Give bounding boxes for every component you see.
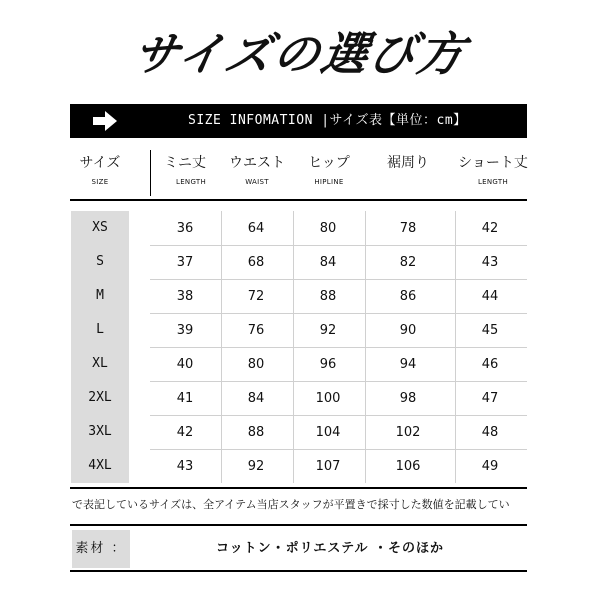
header-waist-en: WAIST (245, 178, 269, 186)
header-hip-en: HIPLINE (314, 178, 344, 186)
table-cell: 82 (399, 255, 417, 270)
measurement-note: で表記しているサイズは、全アイテム当店スタッフが平置きで採寸した数値を記載してい (72, 498, 510, 511)
header-short-length (452, 150, 534, 196)
header-hip (294, 150, 364, 196)
size-label: 3XL (88, 424, 112, 439)
right-arrow-icon (92, 110, 118, 132)
size-label: XL (92, 356, 108, 371)
header-rule (70, 199, 527, 201)
header-mini-length (150, 150, 220, 196)
material-label: 素材 ： (72, 530, 130, 568)
table-cell: 64 (247, 221, 265, 236)
table-cell: 38 (176, 289, 194, 304)
material-bottom-rule (70, 570, 527, 572)
table-cell: 94 (399, 357, 417, 372)
table-cell: 86 (399, 289, 417, 304)
table-cell: 88 (319, 289, 337, 304)
grid-horizontal-line (150, 313, 527, 314)
table-cell: 45 (481, 323, 499, 338)
table-cell: 104 (315, 425, 341, 440)
table-cell: 41 (176, 391, 194, 406)
table-cell: 98 (399, 391, 417, 406)
table-cell: 76 (247, 323, 265, 338)
table-cell: 47 (481, 391, 499, 406)
table-cell: 68 (247, 255, 265, 270)
table-cell: 43 (481, 255, 499, 270)
table-header (70, 150, 530, 198)
page-title: サイズの選び方 (128, 27, 471, 81)
table-cell: 48 (481, 425, 499, 440)
material-top-rule (70, 524, 527, 526)
grid-horizontal-line (150, 279, 527, 280)
header-short-length-jp: ショート丈 (458, 155, 528, 171)
size-column-background (71, 211, 129, 483)
header-short-length-en: LENGTH (477, 178, 509, 186)
header-mini-length-en: LENGTH (176, 178, 207, 186)
table-cell: 49 (481, 459, 499, 474)
table-cell: 92 (319, 323, 337, 338)
table-cell: 84 (247, 391, 265, 406)
table-cell: 44 (481, 289, 499, 304)
table-cell: 88 (247, 425, 265, 440)
size-info-banner (70, 104, 527, 138)
header-hip-jp: ヒップ (308, 155, 350, 171)
grid-horizontal-line (150, 245, 527, 246)
table-cell: 40 (176, 357, 194, 372)
size-label: XS (92, 220, 108, 235)
header-size-en: SIZE (91, 178, 109, 186)
table-cell: 107 (315, 459, 341, 474)
material-value: コットン・ポリエステル ・そのほか (215, 541, 445, 556)
table-cell: 78 (399, 221, 417, 236)
table-cell: 102 (395, 425, 421, 440)
header-size (70, 150, 130, 196)
table-cell: 84 (319, 255, 337, 270)
table-cell: 96 (319, 357, 337, 372)
table-cell: 46 (481, 357, 499, 372)
grid-horizontal-line (150, 381, 527, 382)
banner-text: SIZE INFOMATION |サイズ表【単位：cm】 (188, 113, 467, 128)
table-bottom-rule (70, 487, 527, 489)
size-label: M (96, 288, 104, 303)
table-cell: 37 (176, 255, 194, 270)
table-cell: 42 (176, 425, 194, 440)
header-hem-jp: 裾周り (387, 155, 429, 171)
table-cell: 36 (176, 221, 194, 236)
header-waist-jp: ウエスト (229, 155, 285, 171)
header-hem (370, 150, 446, 196)
header-divider (150, 150, 151, 196)
table-cell: 90 (399, 323, 417, 338)
size-label: 2XL (88, 390, 112, 405)
grid-horizontal-line (150, 449, 527, 450)
grid-horizontal-line (150, 415, 527, 416)
header-size-jp: サイズ (79, 155, 121, 171)
table-cell: 100 (315, 391, 341, 406)
table-cell: 43 (176, 459, 194, 474)
table-cell: 80 (319, 221, 337, 236)
table-cell: 39 (176, 323, 194, 338)
table-cell: 42 (481, 221, 499, 236)
header-waist (222, 150, 292, 196)
header-mini-length-jp: ミニ丈 (164, 155, 206, 171)
size-label: 4XL (88, 458, 112, 473)
table-cell: 92 (247, 459, 265, 474)
table-cell: 80 (247, 357, 265, 372)
grid-horizontal-line (150, 347, 527, 348)
table-cell: 106 (395, 459, 421, 474)
size-label: L (96, 322, 104, 337)
size-label: S (96, 254, 104, 269)
table-cell: 72 (247, 289, 265, 304)
